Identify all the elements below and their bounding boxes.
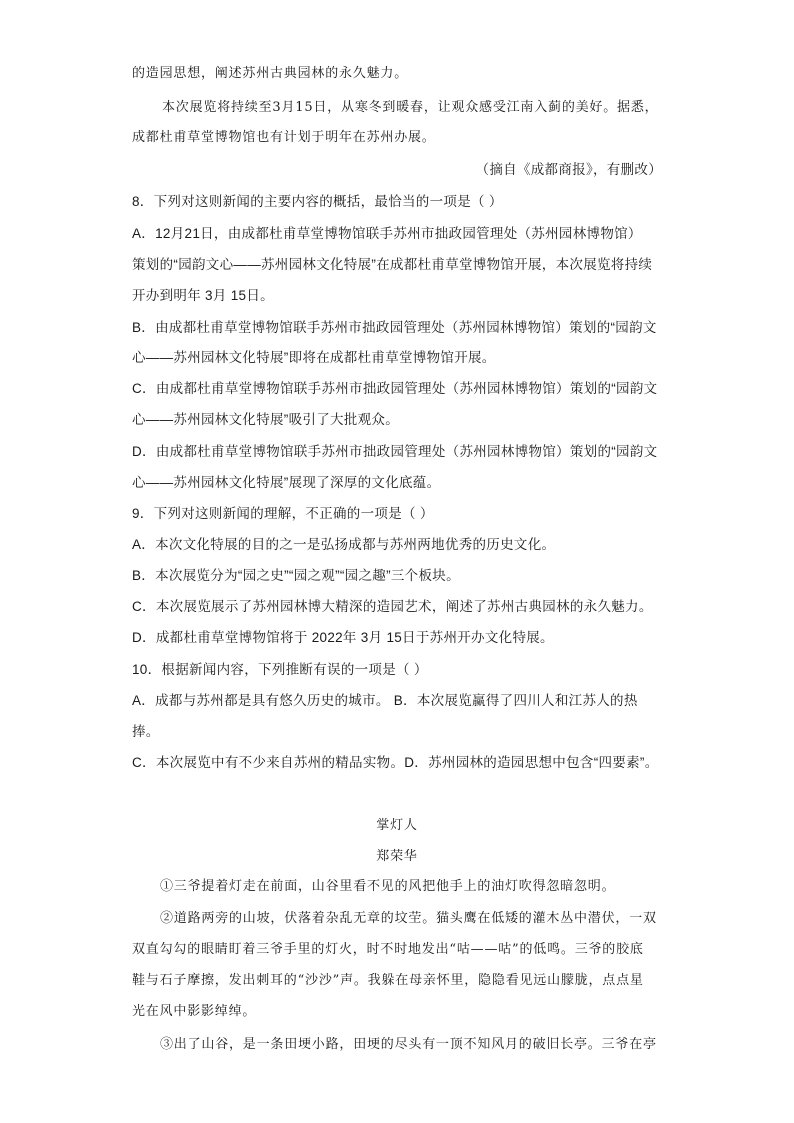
question-10-options-cd: C．本次展览中有不少来自苏州的精品实物。D．苏州园林的造园思想中包含“四要素”。 bbox=[132, 755, 659, 770]
question-8-option-c-cont: 心——苏州园林文化特展”吸引了大批观众。 bbox=[132, 412, 399, 427]
article-tail-line: 的造园思想，阐述苏州古典园林的永久魅力。 bbox=[132, 66, 409, 81]
story-paragraph-1: ①三爷提着灯走在前面，山谷里看不见的风把他手上的油灯吹得忽暗忽明。 bbox=[160, 879, 616, 894]
question-9-option-b: B．本次展览分为“园之史”“园之观”“园之趣”三个板块。 bbox=[132, 568, 460, 583]
question-9-option-c: C．本次展览展示了苏州园林博大精深的造园艺术，阐述了苏州古典园林的永久魅力。 bbox=[132, 599, 653, 614]
article-paragraph-line: 本次展览将持续至3月15日，从寒冬到暖春，让观众感受江南入蓟的美好。据悉， bbox=[162, 100, 659, 115]
question-8-option-a: A．12月21日，由成都杜甫草堂博物馆联手苏州市拙政园管理处（苏州园林博物馆） bbox=[132, 226, 642, 241]
article-source: （摘自《成都商报》，有删改） bbox=[475, 162, 662, 177]
question-9-option-a: A．本次文化特展的目的之一是弘扬成都与苏州两地优秀的历史文化。 bbox=[132, 537, 556, 552]
question-8-stem: 8．下列对这则新闻的主要内容的概括，最恰当的一项是（ ） bbox=[132, 194, 503, 209]
question-8-option-d-cont: 心——苏州园林文化特展”展现了深厚的文化底蕴。 bbox=[132, 475, 441, 490]
article-paragraph-line: 成都杜甫草堂博物馆也有计划于明年在苏州办展。 bbox=[132, 130, 436, 145]
story-author: 郑荣华 bbox=[376, 849, 418, 864]
question-10-options-ab-cont: 捧。 bbox=[132, 724, 160, 739]
story-title: 掌灯人 bbox=[376, 818, 418, 833]
question-8-option-d: D．由成都杜甫草堂博物馆联手苏州市拙政园管理处（苏州园林博物馆）策划的“园韵文 bbox=[132, 444, 658, 459]
question-9-option-d: D．成都杜甫草堂博物馆将于 2022年 3月 15日于苏州开办文化特展。 bbox=[132, 630, 554, 645]
story-paragraph-2-cont: 双直勾勾的眼睛盯着三爷手里的灯火，时不时地发出“咕——咕”的低鸣。三爷的胶底 bbox=[132, 942, 644, 957]
question-10-options-ab: A．成都与苏州都是具有悠久历史的城市。 B．本次展览赢得了四川人和江苏人的热 bbox=[132, 693, 638, 708]
question-8-option-a-cont: 开办到明年 3月 15日。 bbox=[132, 288, 274, 303]
story-paragraph-2-cont: 鞋与石子摩擦，发出刺耳的“沙沙”声。我躲在母亲怀里，隐隐看见远山朦胧，点点星 bbox=[132, 973, 644, 988]
question-9-stem: 9．下列对这则新闻的理解，不正确的一项是（ ） bbox=[132, 506, 434, 521]
question-8-option-b: B．由成都杜甫草堂博物馆联手苏州市拙政园管理处（苏州园林博物馆）策划的“园韵文 bbox=[132, 320, 657, 335]
question-8-option-b-cont: 心——苏州园林文化特展”即将在成都杜甫草堂博物馆开展。 bbox=[132, 350, 496, 365]
story-paragraph-3: ③出了山谷，是一条田埂小路，田埂的尽头有一顶不知风月的破旧长亭。三爷在亭 bbox=[160, 1037, 657, 1052]
story-paragraph-2-cont: 光在风中影影绰绰。 bbox=[132, 1004, 257, 1019]
question-8-option-c: C．由成都杜甫草堂博物馆联手苏州市拙政园管理处（苏州园林博物馆）策划的“园韵文 bbox=[132, 381, 658, 396]
question-8-option-a-cont: 策划的“园韵文心——苏州园林文化特展”在成都杜甫草堂博物馆开展，本次展览将持续 bbox=[132, 257, 653, 272]
story-paragraph-2: ②道路两旁的山坡，伏落着杂乱无章的坟茔。猫头鹰在低矮的灌木丛中潜伏，一双 bbox=[160, 911, 657, 926]
question-10-stem: 10．根据新闻内容，下列推断有误的一项是（ ） bbox=[132, 662, 428, 677]
